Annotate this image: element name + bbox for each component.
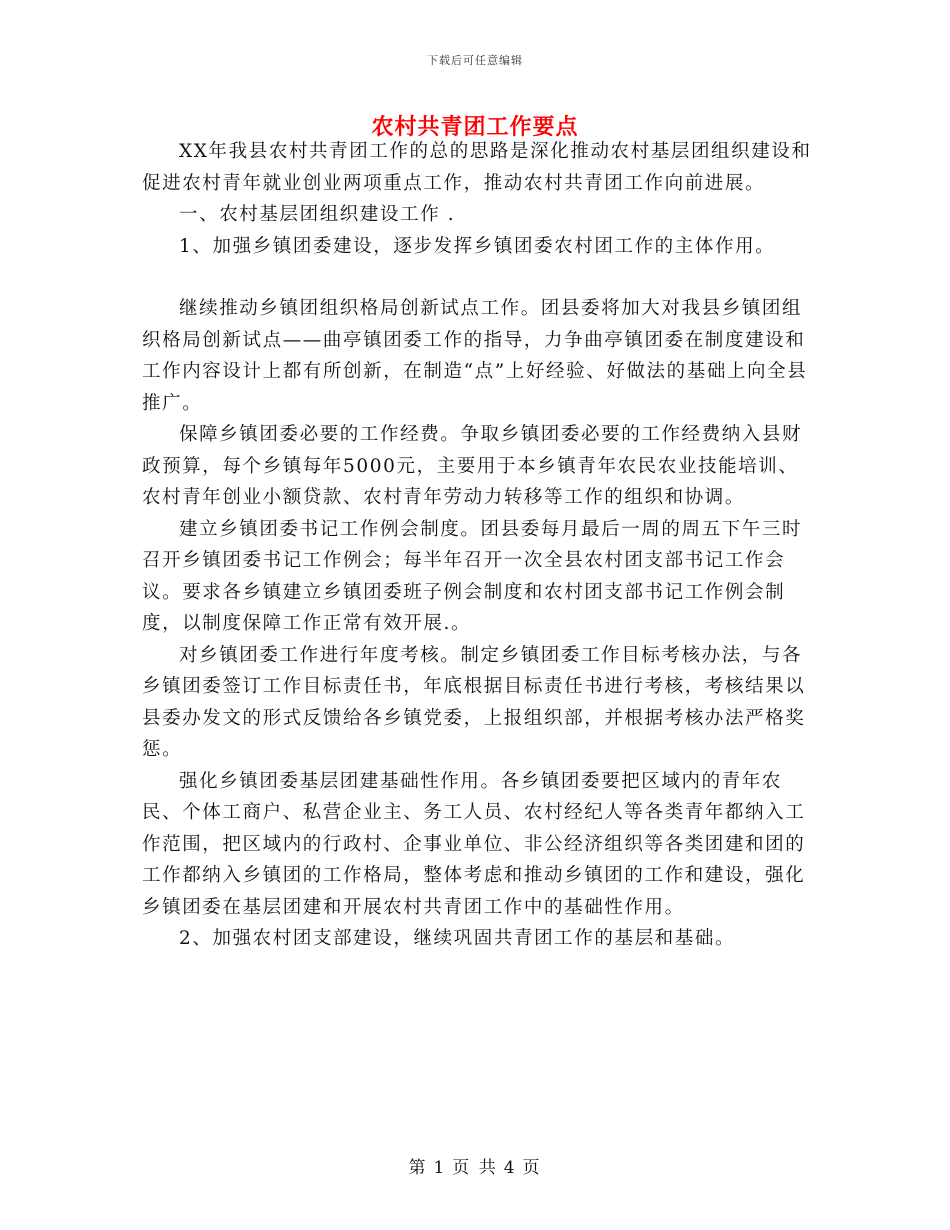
section-heading-1: 一、农村基层团组织建设工作 . [179, 204, 456, 225]
paragraph-intro: XX年我县农村共青团工作的总的思路是深化推动农村基层团组织建设和促进农村青年就业创业两项重点工作，推动农村共青团工作向前进展。 [142, 141, 812, 194]
document-body [142, 136, 814, 955]
document-title: 农村共青团工作要点 [371, 114, 579, 140]
subsection-heading-2: 2、加强农村团支部建设，继续巩固共青团工作的基层和基础。 [179, 928, 736, 949]
paragraph-assessment: 对乡镇团委工作进行年度考核。制定乡镇团委工作目标考核办法，与各乡镇团委签订工作目标责任书，年底根据目标责任书进行考核，考核结果以县委办发文的形式反馈给各乡镇党委，上报组织部，并根据考核办法严格奖惩。 [142, 644, 806, 760]
page-label-suffix: 页 [522, 1158, 542, 1178]
paragraph-meetings: 建立乡镇团委书记工作例会制度。团县委每月最后一周的周五下午三时召开乡镇团委书记工作例会；每半年召开一次全县农村团支部书记工作会议。要求各乡镇建立乡镇团委班子例会制度和农村团支部书记工作例会制度，以制度保障工作正常有效开展.。 [142, 518, 803, 634]
page-label-prefix: 第 [408, 1158, 428, 1178]
paragraph-foundation: 强化乡镇团委基层团建基础性作用。各乡镇团委要把区域内的青年农民、个体工商户、私营企业主、务工人员、农村经纪人等各类青年都纳入工作范围，把区域内的行政村、企事业单位、非公经济组织等各类团建和团的工作都纳入乡镇团的工作格局，整体考虑和推动乡镇团的工作和建设，强化乡镇团委在基层团建和开展农村共青团工作中的基础性作用。 [142, 770, 806, 918]
subsection-heading-1: 1、加强乡镇团委建设，逐步发挥乡镇团委农村团工作的主体作用。 [179, 235, 776, 257]
page-current: 1 [433, 1158, 447, 1178]
paragraph-funding: 保障乡镇团委必要的工作经费。争取乡镇团委必要的工作经费纳入县财政预算，每个乡镇每年5000元，主要用于本乡镇青年农民农业技能培训、农村青年创业小额贷款、农村青年劳动力转移等工作的组织和协调。 [142, 424, 803, 508]
header-note: 下载后可任意编辑 [427, 54, 523, 67]
paragraph-pilot: 继续推动乡镇团组织格局创新试点工作。团县委将加大对我县乡镇团组织格局创新试点——曲亭镇团委工作的指导，力争曲亭镇团委在制度建设和工作内容设计上都有所创新，在制造“点”上好经验、好做法的基础上向全县推广。 [142, 298, 808, 414]
page-label-mid: 页 共 [452, 1158, 498, 1178]
page-total: 4 [503, 1158, 517, 1178]
page-footer [0, 1153, 950, 1178]
